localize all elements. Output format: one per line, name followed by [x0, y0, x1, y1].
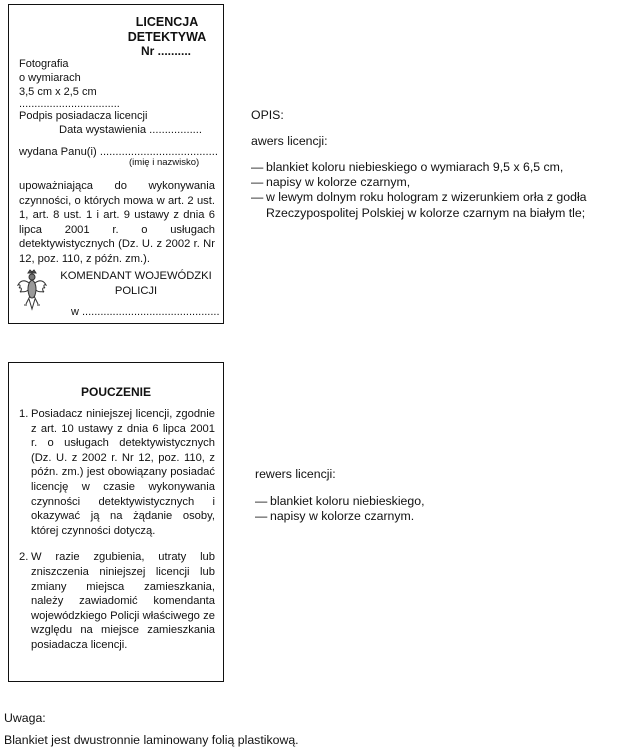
license-front-card [8, 4, 224, 324]
description-heading: OPIS: [251, 108, 284, 122]
issuing-authority: KOMENDANT WOJEWÓDZKI POLICJI [60, 270, 212, 297]
list-item: — blankiet koloru niebieskiego o wymiarach 9,5 x 6,5 cm, [251, 160, 623, 175]
issued-to: wydana Panu(i) ...................................... [19, 146, 218, 158]
photo-placeholder [19, 57, 149, 99]
rule-item [19, 550, 215, 652]
back-description-heading: rewers licencji: [255, 467, 336, 481]
rules-list [19, 407, 215, 665]
rule-text: W razie zgubienia, utraty lub zniszczenia niniejszej licencji lub zmiany miejsca zamieszkania, należy zawiadomić komendanta wojewódzkiego Policji właściwego ze względu na miejsce zamieszkania posiadacza licencji. [31, 551, 215, 651]
signature-dots: ................................. [19, 98, 120, 110]
front-description-list [251, 160, 623, 221]
list-item: — w lewym dolnym roku hologram z wizerunkiem orła z godła Rzeczypospolitej Polskiej w kolorze czarnym na białym tle; [251, 190, 623, 220]
note-text: Blankiet jest dwustronnie laminowany folią plastikową. [4, 733, 299, 747]
list-item: — napisy w kolorze czarnym. [255, 509, 555, 524]
license-title: LICENCJA DETEKTYWA [127, 15, 207, 44]
back-title: POUCZENIE [80, 385, 151, 399]
authority-place: w ............................................. [71, 306, 220, 318]
front-description-heading: awers licencji: [251, 134, 328, 148]
license-number: Nr .......... [141, 44, 192, 58]
rule-item [19, 407, 215, 538]
photo-line-2: o wymiarach [19, 72, 81, 84]
photo-line-3: 3,5 cm x 2,5 cm [19, 86, 97, 98]
polish-eagle-icon [17, 269, 47, 313]
issue-date: Data wystawienia ................. [59, 124, 203, 136]
list-item: — blankiet koloru niebieskiego, [255, 494, 555, 509]
list-item: — napisy w kolorze czarnym, [251, 175, 623, 190]
authorization-text: upoważniająca do wykonywania czynności, o których mowa w art. 2 ust. 1, art. 8 ust. 1 i art. 9 ustawy z dnia 6 lipca 2001 r. o usługach detektywistycznych (Dz. U. z 2002 r. Nr 12, poz. 110, z późn. zm.). [19, 180, 215, 265]
name-hint: (imię i nazwisko) [129, 157, 200, 168]
rule-number: 1. [19, 408, 29, 420]
rule-number: 2. [19, 551, 29, 564]
photo-line-1: Fotografia [19, 58, 69, 70]
license-back-card [8, 362, 224, 682]
signature-label: Podpis posiadacza licencji [19, 110, 148, 122]
back-description-list [255, 494, 555, 524]
rule-text: Posiadacz niniejszej licencji, zgodnie z art. 10 ustawy z dnia 6 lipca 2001 r. o usługach detektywistycznych (Dz. U. z 2002 r. Nr 12, poz. 110, z późn. zm.) jest obowiązany posiadać licencję w czasie wykonywania czynności detektywistycznych i okazywać ją na żądanie osoby, której czynności dotyczą. [31, 408, 215, 537]
note-label: Uwaga: [4, 711, 46, 725]
